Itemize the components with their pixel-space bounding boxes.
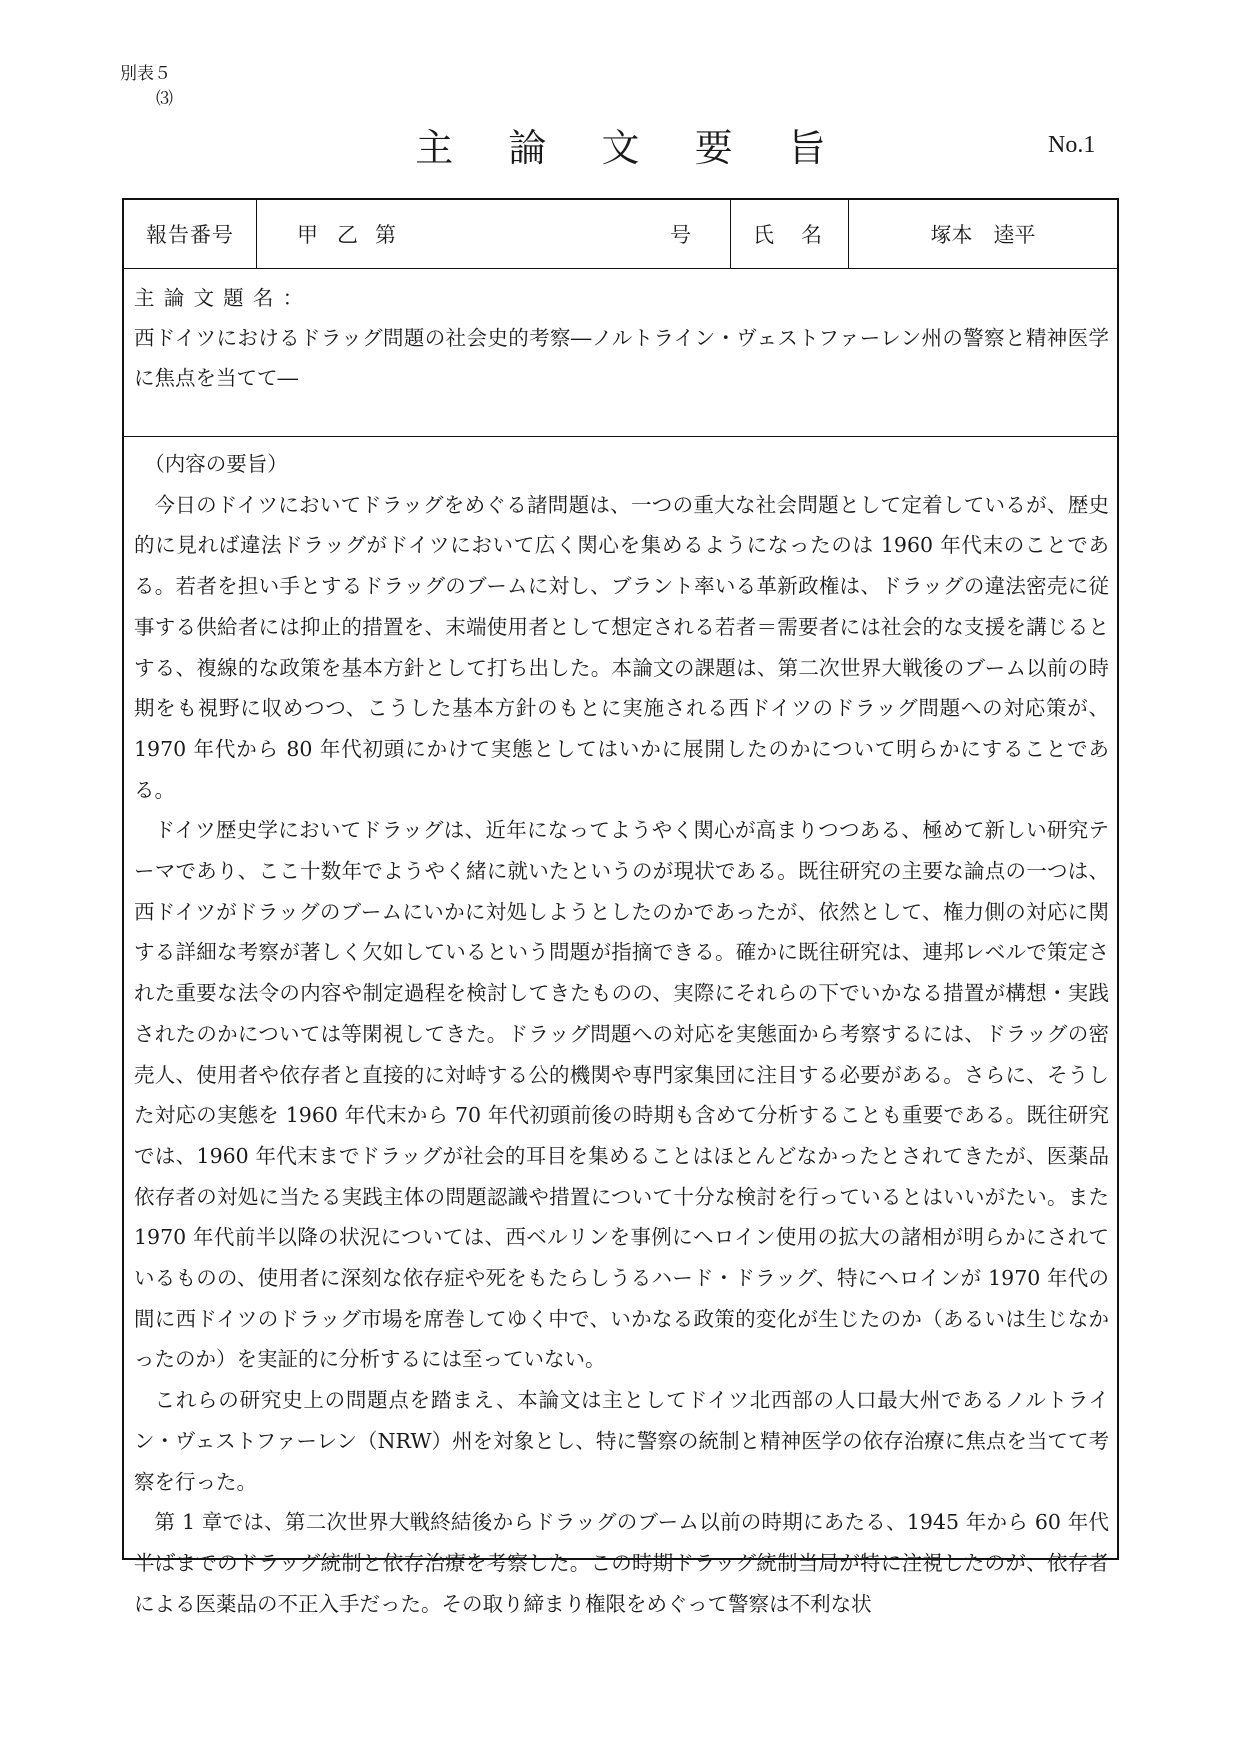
name-label-1: 氏	[753, 223, 774, 247]
summary-paragraph-1: 今日のドイツにおいてドラッグをめぐる諸問題は、一つの重大な社会問題として定着しているが、歴史的に見れば違法ドラッグがドイツにおいて広く関心を集めるようになったのは 1960 年代末のことである。若者を担い手とするドラッグのブームに対し、ブラント率いる革新政権は、ドラッグの違法密売に従事する供給者には抑止的措置を、末端使用者として想定される若者＝需要者には社会的な支援を講じるとする、複線的な政策を基本方針として打ち出した。本論文の課題は、第二次世界大戦後のブーム以前の時期をも視野に収めつつ、こうした基本方針のもとに実施される西ドイツのドラッグ問題への対応策が、1970 年代から 80 年代初頭にかけて実態としてはいかに展開したのかについて明らかにすることである。	[134, 492, 1109, 802]
thesis-title: 西ドイツにおけるドラッグ問題の社会史的考察―ノルトライン・ヴェストファーレン州の警察と精神医学に焦点を当てて―	[134, 326, 1109, 390]
summary-paragraph-3: これらの研究史上の問題点を踏まえ、本論文は主としてドイツ北西部の人口最大州であるノルトライン・ヴェストファーレン（NRW）州を対象とし、特に警察の統制と精神医学の依存治療に焦点を当てて考察を行った。	[134, 1388, 1109, 1494]
name-label-2: 名	[801, 223, 822, 247]
thesis-title-section	[124, 268, 1117, 437]
page-number: No.1	[1048, 132, 1096, 158]
summary-form	[122, 198, 1119, 1616]
report-number-field	[257, 200, 731, 268]
report-number-label: 報告番号	[124, 200, 257, 268]
report-info-row	[124, 200, 1117, 269]
document-title: 主論文要旨	[415, 126, 881, 170]
summary-heading: （内容の要旨）	[144, 452, 288, 476]
name-label	[731, 200, 849, 268]
annex-label-block	[120, 62, 173, 112]
summary-body	[134, 444, 1109, 1624]
report-suffix-gou: 号	[670, 223, 691, 247]
thesis-title-label: 主論文題名：	[134, 286, 313, 310]
annex-label: 別表５	[120, 64, 171, 84]
annex-sub-number: ⑶	[156, 89, 173, 109]
author-name-value: 塚本 逵平	[930, 223, 1036, 247]
report-prefix-kou: 甲	[297, 223, 318, 247]
summary-paragraph-4: 第 1 章では、第二次世界大戦終結後からドラッグのブーム以前の時期にあたる、1945 年から 60 年代半ばまでのドラッグ統制と依存治療を考察した。この時期ドラッグ統制当局が特に注視したのが、依存者による医薬品の不正入手だった。その取り締まり権限をめぐって警察は不利な状	[134, 1510, 1109, 1616]
report-prefix-otsu: 乙	[337, 223, 358, 247]
author-name	[849, 200, 1117, 268]
summary-paragraph-2: ドイツ歴史学においてドラッグは、近年になってようやく関心が高まりつつある、極めて新しい研究テーマであり、ここ十数年でようやく緒に就いたというのが現状である。既往研究の主要な論点の一つは、西ドイツがドラッグのブームにいかに対処しようとしたのかであったが、依然として、権力側の対応に関する詳細な考察が著しく欠如しているという問題が指摘できる。確かに既往研究は、連邦レベルで策定された重要な法令の内容や制定過程を検討してきたものの、実際にそれらの下でいかなる措置が構想・実践されたのかについては等閑視してきた。ドラッグ問題への対応を実態面から考察するには、ドラッグの密売人、使用者や依存者と直接的に対峙する公的機関や専門家集団に注目する必要がある。さらに、そうした対応の実態を 1960 年代末から 70 年代初頭前後の時期も含めて分析することも重要である。既往研究では、1960 年代末までドラッグが社会的耳目を集めることはほとんどなかったとされてきたが、医薬品依存者の対処に当たる実践主体の問題認識や措置について十分な検討を行っているとはいいがたい。また 1970 年代前半以降の状況については、西ベルリンを事例にヘロイン使用の拡大の諸相が明らかにされているものの、使用者に深刻な依存症や死をもたらしうるハード・ドラッグ、特にヘロインが 1970 年代の間に西ドイツのドラッグ市場を席巻してゆく中で、いかなる政策的変化が生じたのか（あるいは生じなかったのか）を実証的に分析するには至っていない。	[134, 818, 1109, 1372]
report-prefix-dai: 第	[375, 223, 396, 247]
